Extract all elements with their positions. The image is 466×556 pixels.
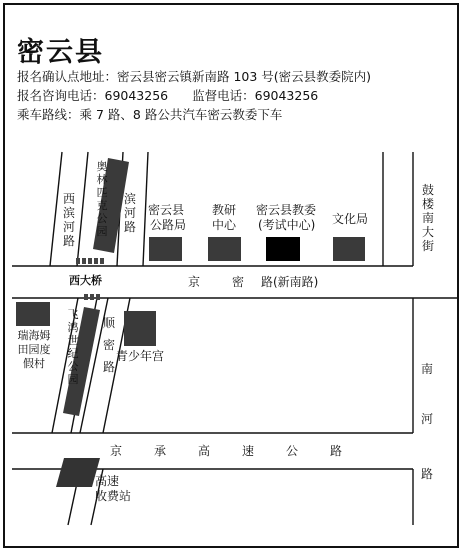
xidaqiao-label: 西大桥	[69, 274, 102, 287]
jiaoyan-label-1: 教研	[212, 203, 237, 217]
address-line: 报名确认点地址：密云县密云镇新南路 103 号(密云县教委院内)	[17, 69, 372, 84]
supervision-phone: 监督电话：69043256	[192, 88, 319, 103]
qingshaonian-palace-block	[124, 311, 156, 346]
xibinhe-road-edge-2	[77, 152, 88, 266]
xibinhe-road-edge-1	[50, 152, 62, 266]
jingcheng-road-label-1: 京	[110, 444, 123, 458]
nanhe-road-label-3: 路	[421, 467, 434, 481]
toll-station-label-1: 高速	[95, 474, 120, 488]
nanhe-road-label-1: 南	[421, 362, 434, 376]
jingcheng-road-label-5: 公	[286, 444, 299, 458]
nanhe-road-label-2: 河	[421, 412, 434, 426]
toll-station-block	[56, 458, 100, 487]
shunmi-road-label: 顺密路	[102, 316, 115, 374]
jiaowei-label-1: 密云县教委	[256, 203, 317, 217]
binhe-road-label: 滨河路	[123, 192, 136, 234]
wenhua-bureau-block	[333, 237, 365, 261]
jingmi-road-label-2: 密	[232, 275, 245, 289]
jingcheng-road-label-6: 路	[330, 444, 343, 458]
toll-station-label-2: 收费站	[95, 489, 132, 503]
bus-route-line: 乘车路线：乘 7 路、8 路公共汽车密云教委下车	[17, 107, 283, 122]
jingcheng-road-label-2: 承	[154, 444, 167, 458]
inquiry-phone: 报名咨询电话：69043256	[17, 88, 169, 103]
gonglu-bureau-block	[149, 237, 182, 261]
jiaoyan-center-block	[208, 237, 241, 261]
jingmi-road-label-1: 京	[188, 275, 201, 289]
gonglu-label-2: 公路局	[150, 218, 187, 232]
jiaowei-block	[266, 237, 300, 261]
jiaoyan-label-2: 中心	[212, 218, 237, 232]
gonglu-label-1: 密云县	[148, 203, 185, 217]
ruihai-resort-block	[16, 302, 50, 326]
page-title: 密云县	[17, 37, 104, 68]
jiaowei-label-2: (考试中心)	[258, 218, 316, 232]
xibinhe-road-label: 西滨河路	[62, 192, 75, 248]
aolinpike-park-label: 奥林匹克公园	[96, 160, 108, 238]
jingcheng-road-label-4: 速	[242, 444, 255, 458]
jingcheng-road-label-3: 高	[198, 444, 211, 458]
gulou-nandajie-label: 鼓楼南大街	[421, 183, 434, 253]
wenhua-label: 文化局	[332, 212, 369, 226]
jingmi-road-label-3: 路(新南路)	[261, 275, 319, 289]
ruihai-resort-label: 瑞海姆田园度假村	[17, 329, 51, 370]
qingshaonian-label: 青少年宫	[116, 349, 165, 363]
feihong-park-label: 飞鸿世纪公园	[67, 308, 79, 386]
